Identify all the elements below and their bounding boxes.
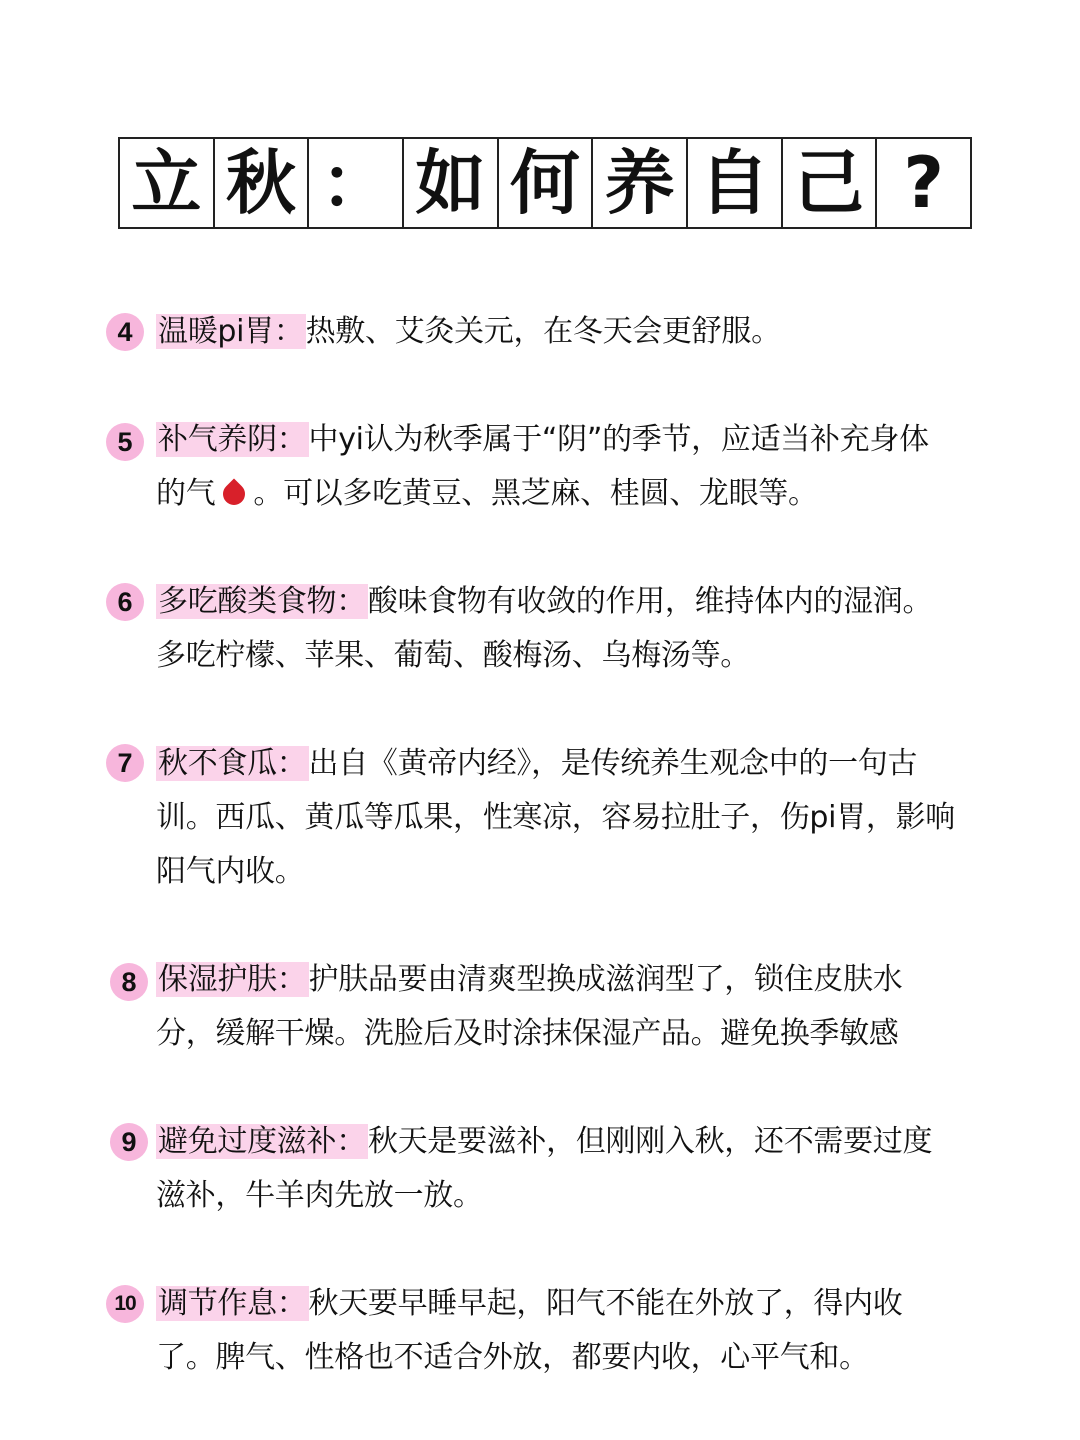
- item-number: 4: [106, 313, 144, 351]
- title-char: 何: [499, 139, 594, 227]
- title-char: 立: [120, 139, 215, 227]
- item-text: [156, 575, 956, 683]
- list-item: [106, 575, 956, 683]
- item-number: 10: [106, 1285, 144, 1323]
- item-number: 6: [106, 583, 144, 621]
- item-heading: 补气养阴：: [158, 422, 307, 457]
- title-char: ：: [309, 139, 404, 227]
- list-item: [106, 737, 956, 899]
- item-number: 7: [106, 744, 144, 782]
- item-body: 出自《黄帝内经》，是传统养生观念中的一句古训。西瓜、黄瓜等瓜果，性寒凉，容易拉肚子，伤pi胃，影响阳气内收。: [156, 746, 955, 889]
- item-number: 8: [110, 963, 148, 1001]
- item-text: [156, 953, 956, 1061]
- item-body: 秋天要早睡早起，阳气不能在外放了，得内收了。脾气、性格也不适合外放，都要内收，心平气和。: [156, 1286, 903, 1375]
- item-text: [156, 1115, 956, 1223]
- page-title: [118, 137, 972, 229]
- item-text: [156, 1277, 956, 1385]
- item-heading: 秋不食瓜：: [158, 746, 307, 781]
- item-text: [156, 737, 956, 899]
- item-text: [156, 305, 956, 359]
- item-heading: 避免过度滋补：: [158, 1124, 366, 1159]
- item-body: 热敷、艾灸关元，在冬天会更舒服。: [305, 314, 781, 349]
- list-item: [106, 953, 956, 1061]
- title-char: 秋: [215, 139, 310, 227]
- item-body-continued: 。可以多吃黄豆、黑芝麻、桂圆、龙眼等。: [253, 476, 818, 511]
- title-char: 养: [593, 139, 688, 227]
- list-item: [106, 305, 956, 359]
- item-body: 秋天是要滋补，但刚刚入秋，还不需要过度滋补，牛羊肉先放一放。: [156, 1124, 933, 1213]
- title-char: 自: [688, 139, 783, 227]
- blood-drop-icon: [219, 478, 250, 509]
- item-number: 5: [106, 423, 144, 461]
- item-body: 护肤品要由清爽型换成滋润型了，锁住皮肤水分，缓解干燥。洗脸后及时涂抹保湿产品。避免换季敏感: [156, 962, 903, 1051]
- list-item: [106, 1277, 956, 1385]
- item-body: 酸味食物有收敛的作用，维持体内的湿润。多吃柠檬、苹果、葡萄、酸梅汤、乌梅汤等。: [156, 584, 933, 673]
- item-number: 9: [110, 1123, 148, 1161]
- list-item: [106, 1115, 956, 1223]
- item-heading: 调节作息：: [158, 1286, 307, 1321]
- item-heading: 温暖pi胃：: [158, 314, 304, 349]
- title-char: ?: [903, 142, 945, 224]
- item-text: [156, 413, 956, 521]
- title-char: 己: [783, 139, 878, 227]
- item-heading: 保湿护肤：: [158, 962, 307, 997]
- item-heading: 多吃酸类食物：: [158, 584, 366, 619]
- list-item: [106, 413, 956, 521]
- title-char: 如: [404, 139, 499, 227]
- item-body: 中yi认为秋季属于“阴”的季节，应适当补充身体的气: [156, 422, 929, 511]
